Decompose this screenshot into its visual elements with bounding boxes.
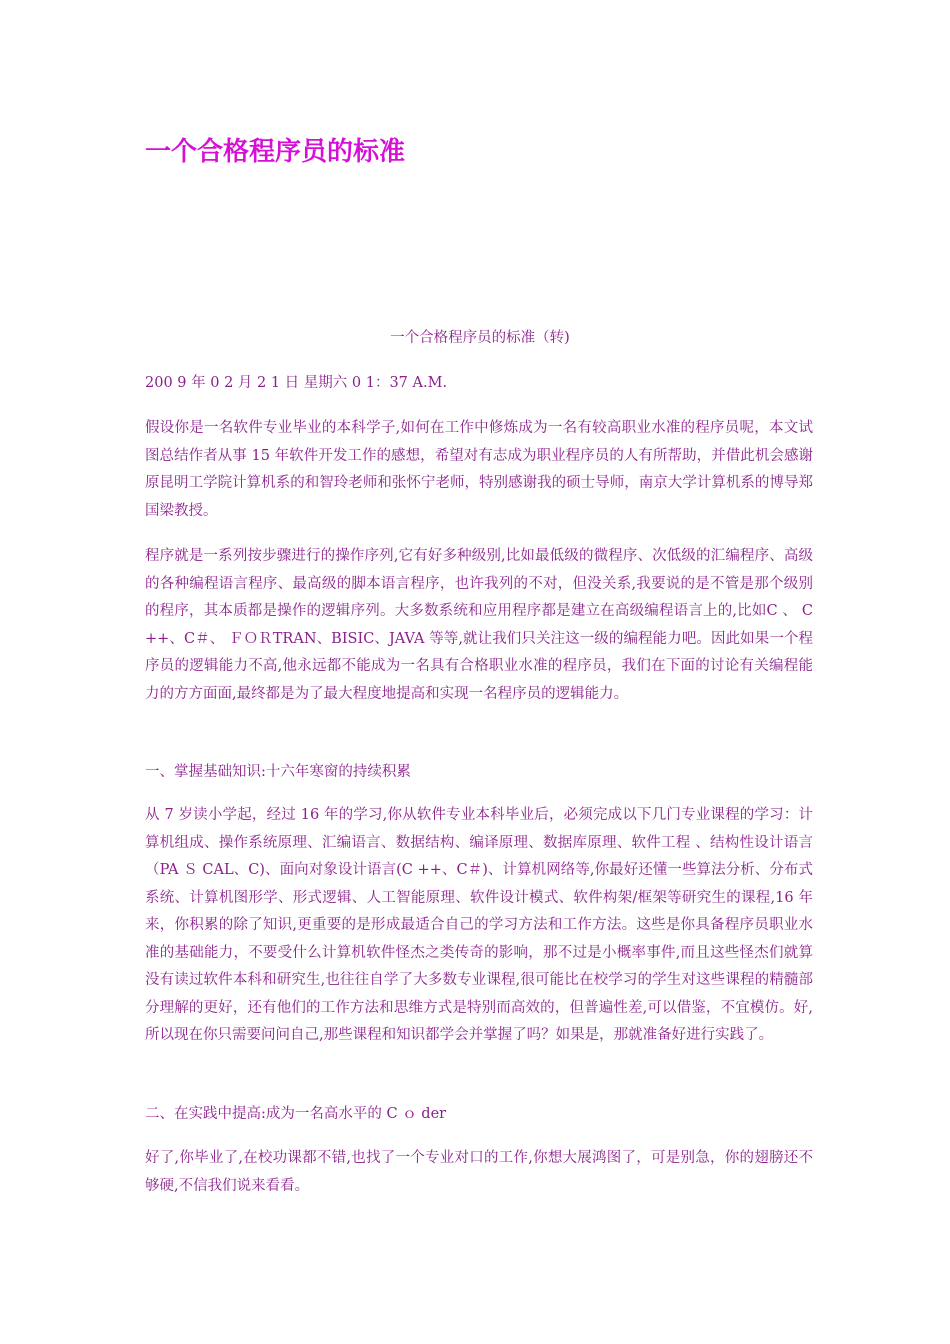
- foundations-paragraph: 从 7 岁读小学起，经过 16 年的学习,你从软件专业本科毕业后，必须完成以下几门专业课程的学习：计算机组成、操作系统原理、汇编语言、数据结构、编译原理、数据库原理、软件工程 、结构性设计语言（PA Ｓ CAL、C)、面向对象设计语言(C ++、C＃)、计算机网络等,你最好还懂一些算法分析、分布式系统、计算机图形学、形式逻辑、人工智能原理、软件设计模式、软件构架/框架等研究生的课程,16 年来，你积累的除了知识,更重要的是形成最适合自己的学习方法和工作方法。这些是你具备程序员职业水准的基础能力，不要受什么计算机软件怪杰之类传奇的影响，那不过是小概率事件,而且这些怪杰们就算没有读过软件本科和研究生,也往往自学了大多数专业课程,很可能比在校学习的学生对这些课程的精髓部分理解的更好，还有他们的工作方法和思维方式是特别而高效的，但普遍性差,可以借鉴，不宜模仿。好,所以现在你只需要问问自己,那些课程和知识都学会并掌握了吗？如果是，那就准备好进行实践了。: [145, 807, 813, 1043]
- section-heading-practice: 二、在实践中提高:成为一名高水平的 C ｏ der: [145, 1106, 447, 1122]
- section-heading-foundations: 一、掌握基础知识:十六年寒窗的持续积累: [145, 764, 411, 780]
- logic-paragraph: 程序就是一系列按步骤进行的操作序列,它有好多种级别,比如最低级的微程序、次低级的汇编程序、高级的各种编程语言程序、最高级的脚本语言程序，也许我列的不对，但没关系,我要说的是不管是那个级别的程序，其本质都是操作的逻辑序列。大多数系统和应用程序都是建立在高级编程语言上的,比如C 、 C ++、C＃、 ＦＯＲTRAN、BISIC、JAVA 等等,就让我们只关注这一级的编程能力吧。因此如果一个程序员的逻辑能力不高,他永远都不能成为一名具有合格职业水准的程序员，我们在下面的讨论有关编程能力的方方面面,最终都是为了最大程度地提高和实现一名程序员的逻辑能力。: [145, 548, 813, 702]
- document-title: 一个合格程序员的标准: [145, 137, 406, 167]
- practice-paragraph: 好了,你毕业了,在校功课都不错,也找了一个专业对口的工作,你想大展鸿图了，可是别急，你的翅膀还不够硬,不信我们说来看看。: [145, 1150, 813, 1194]
- date-line: 200 9 年 0 2 月 2 1 日 星期六 0 1：37 A.M.: [145, 375, 448, 391]
- article-subtitle: 一个合格程序员的标准（转): [390, 330, 570, 346]
- intro-paragraph: 假设你是一名软件专业毕业的本科学子,如何在工作中修炼成为一名有较高职业水准的程序员呢，本文试图总结作者从事 15 年软件开发工作的感想，希望对有志成为职业程序员的人有所帮助，并借此机会感谢原昆明工学院计算机系的和智玲老师和张怀宁老师，特别感谢我的硕士导师，南京大学计算机系的博导郑国梁教授。: [145, 420, 813, 519]
